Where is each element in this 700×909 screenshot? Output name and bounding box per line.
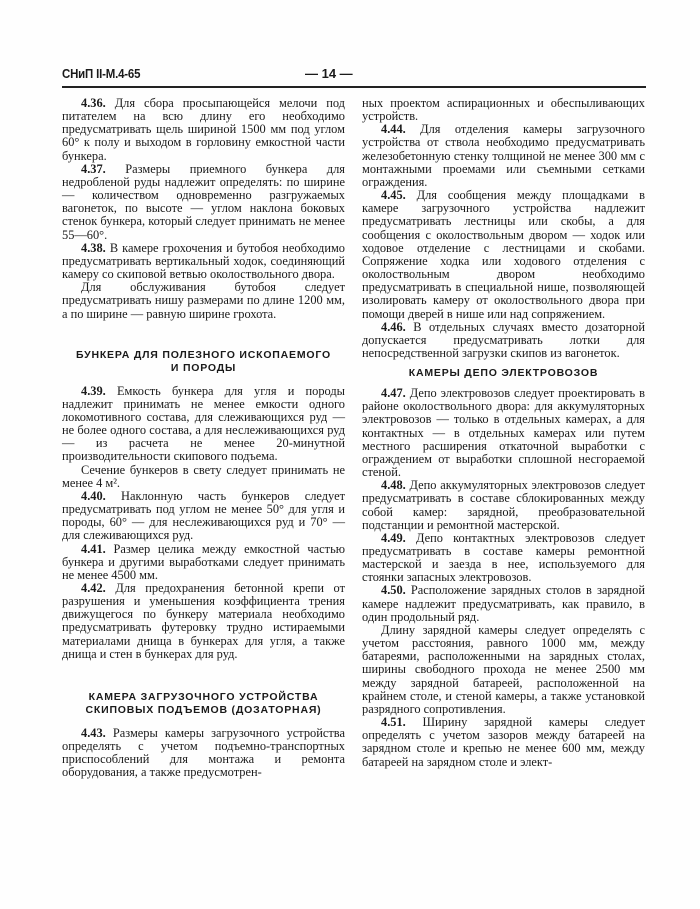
clause-number: 4.40. bbox=[81, 488, 106, 503]
section-heading-loading-chamber bbox=[62, 691, 345, 717]
clause-number: 4.42. bbox=[81, 581, 106, 595]
clause-number: 4.39. bbox=[81, 383, 106, 398]
clause-text: Емкость бункера для угля и породы надлежит принимать не менее емкости одного локомотивного состава, для слеживающихся руд — не более одного состава, а для неслеживающихся руд — из расчета не менее 20-минутной производительности скипового подъема. bbox=[62, 383, 345, 464]
clause-text: В отдельных случаях вместо дозаторной допускается предусматривать лотки для непосредственной загрузки скипов из вагонеток. bbox=[362, 319, 645, 360]
clause-4-41 bbox=[62, 543, 345, 582]
clause-text: Размеры камеры загрузочного устройства определять с учетом подъемно-транспортных приспособлений для монтажа и ремонта оборудования, а также предусмотрен- bbox=[62, 725, 345, 780]
clause-number: 4.44. bbox=[381, 122, 406, 137]
clause-number: 4.50. bbox=[381, 583, 406, 598]
clause-text: Для предохранения бетонной крепи от разрушения и уменьшения коэффициента трения движущегося по бункеру материала необходимо предусматривать футеровку трудно истираемыми материалами днища в бункерах для угля, а также днища и стен в бункерах для руд. bbox=[62, 581, 345, 661]
spacer bbox=[62, 661, 345, 691]
clause-number: 4.49. bbox=[381, 530, 406, 545]
clause-4-46 bbox=[362, 321, 645, 360]
clause-number: 4.37. bbox=[81, 161, 106, 176]
clause-text: Расположение зарядных столов в зарядной камере надлежит предусматривать, как правило, в один продольный ряд. bbox=[362, 583, 645, 624]
clause-text: Депо электровозов следует проектировать в районе околоствольного двора: для аккумуляторных электровозов — только в отдельных камерах, а для контактных — в отдельных камерах или путем местного расширения откаточной выработки с ограждением от выработки сплошной несгораемой стеной. bbox=[362, 386, 645, 480]
clause-text: Для сбора просыпающейся мелочи под питателем на всю длину его необходимо предусматривать щель шириной 1500 мм под углом 60° к полу и выходом в горловину емкостной части бункера. bbox=[62, 96, 345, 163]
page-header bbox=[62, 66, 646, 86]
left-column bbox=[62, 97, 345, 780]
clause-4-38 bbox=[62, 242, 345, 281]
document-code: СНиП II-М.4-65 bbox=[62, 66, 141, 81]
clause-text: Депо аккумуляторных электровозов следует предусматривать в составе сблокированных между собой камер: зарядной, преобразовательной подстанции и ремонтной мастерской. bbox=[362, 478, 645, 532]
heading-line: КАМЕРЫ ДЕПО ЭЛЕКТРОВОЗОВ bbox=[408, 367, 599, 380]
clause-4-43-cont bbox=[362, 97, 645, 123]
heading-line: КАМЕРА ЗАГРУЗОЧНОГО УСТРОЙСТВА bbox=[88, 690, 319, 703]
paragraph-text: Сечение бункеров в свету следует принимать не менее 4 м². bbox=[62, 462, 345, 490]
clause-text: Наклонную часть бункеров следует предусматривать под углом не менее 50° для угля и породы, 60° — для неслеживающихся руд и 70° — для слеживающихся руд. bbox=[62, 488, 345, 543]
clause-4-47 bbox=[362, 387, 645, 479]
clause-4-36 bbox=[62, 97, 345, 163]
clause-number: 4.38. bbox=[81, 240, 106, 255]
paragraph-text: ных проектом аспирационных и обеспыливающих устройств. bbox=[362, 96, 645, 124]
clause-number: 4.45. bbox=[381, 188, 406, 203]
clause-4-45 bbox=[362, 189, 645, 321]
heading-line: СКИПОВЫХ ПОДЪЕМОВ (ДОЗАТОРНАЯ) bbox=[85, 703, 322, 716]
heading-line: БУНКЕРА ДЛЯ ПОЛЕЗНОГО ИСКОПАЕМОГО bbox=[76, 348, 331, 361]
clause-4-48 bbox=[362, 479, 645, 532]
clause-4-42 bbox=[62, 582, 345, 661]
clause-4-44 bbox=[362, 123, 645, 189]
spacer bbox=[62, 321, 345, 349]
clause-4-37 bbox=[62, 163, 345, 242]
clause-4-39 bbox=[62, 385, 345, 464]
clause-text: В камере грохочения и бутобоя необходимо предусматривать вертикальный ходок, соединяющий камеру со скиповой ветвью околоствольного двора. bbox=[62, 240, 345, 282]
section-heading-depot bbox=[362, 367, 645, 380]
clause-number: 4.43. bbox=[81, 725, 106, 740]
clause-number: 4.36. bbox=[81, 96, 106, 110]
section-heading-bunkers bbox=[62, 349, 345, 375]
clause-4-50 bbox=[362, 584, 645, 623]
clause-text: Депо контактных электровозов следует предусматривать в составе камеры ремонтной мастерской и заезда в нее, используемого для стоянки запасных электровозов. bbox=[362, 530, 645, 585]
spacer bbox=[362, 360, 645, 367]
clause-4-43 bbox=[62, 727, 345, 780]
clause-number: 4.47. bbox=[381, 386, 406, 401]
heading-line: И ПОРОДЫ bbox=[170, 361, 237, 374]
clause-text: Размер целика между емкостной частью бункера и другими выработками следует принимать не менее 4500 мм. bbox=[62, 541, 345, 582]
clause-text: Ширину зарядной камеры следует определять с учетом зазоров между батареей на зарядном столе и крепью не менее 600 мм, между батареей на зарядном столе и элект- bbox=[362, 715, 645, 769]
paragraph-text: Для обслуживания бутобоя следует предусматривать нишу размерами по длине 1200 мм, а по ширине — равную ширине грохота. bbox=[62, 280, 345, 321]
paragraph-text: Длину зарядной камеры следует определять с учетом расстояния, равного 1000 мм, между батареями, расположенными на зарядных столах, ширины свободного прохода не менее 2500 мм между зарядной батареей, расположенной на крайнем столе, и стеной камеры, а также установкой разрядного сопротивления. bbox=[362, 622, 645, 716]
clause-text: Размеры приемного бункера для недробленой руды надлежит определять: по ширине — количеством одновременно разгружаемых вагонеток, по высоте — углом наклона боковых стенок бункера, который следует принимать не менее 55—60°. bbox=[62, 161, 345, 242]
clause-4-51 bbox=[362, 716, 645, 769]
clause-4-38-cont bbox=[62, 281, 345, 320]
clause-4-39-cont bbox=[62, 464, 345, 490]
clause-4-50-cont bbox=[362, 624, 645, 716]
clause-number: 4.51. bbox=[381, 715, 406, 730]
page-number: — 14 — bbox=[305, 66, 353, 81]
right-column bbox=[362, 97, 645, 769]
clause-number: 4.46. bbox=[381, 319, 406, 334]
header-rule bbox=[62, 86, 646, 88]
clause-text: Для сообщения между площадками в камере загрузочного устройства надлежит предусматривать лестницы или скобы, а для сообщения с околоствольным двором — ходок или ходовое отделение с лестницами и скобами. Сопряжение ходка или ходового отделения с околоствольным двором необходимо предусматривать в специальной нише, позволяющей изолировать камеру от околоствольного двора при помощи дверей в нише или над сопряжением. bbox=[362, 188, 645, 321]
clause-4-40 bbox=[62, 490, 345, 543]
clause-number: 4.41. bbox=[81, 541, 106, 556]
clause-text: Для отделения камеры загрузочного устройства от ствола необходимо предусматривать железобетонную стенку толщиной не менее 300 мм с монтажными проемами или съемными сетками ограждения. bbox=[362, 122, 645, 189]
clause-number: 4.48. bbox=[381, 478, 406, 493]
clause-4-49 bbox=[362, 532, 645, 585]
